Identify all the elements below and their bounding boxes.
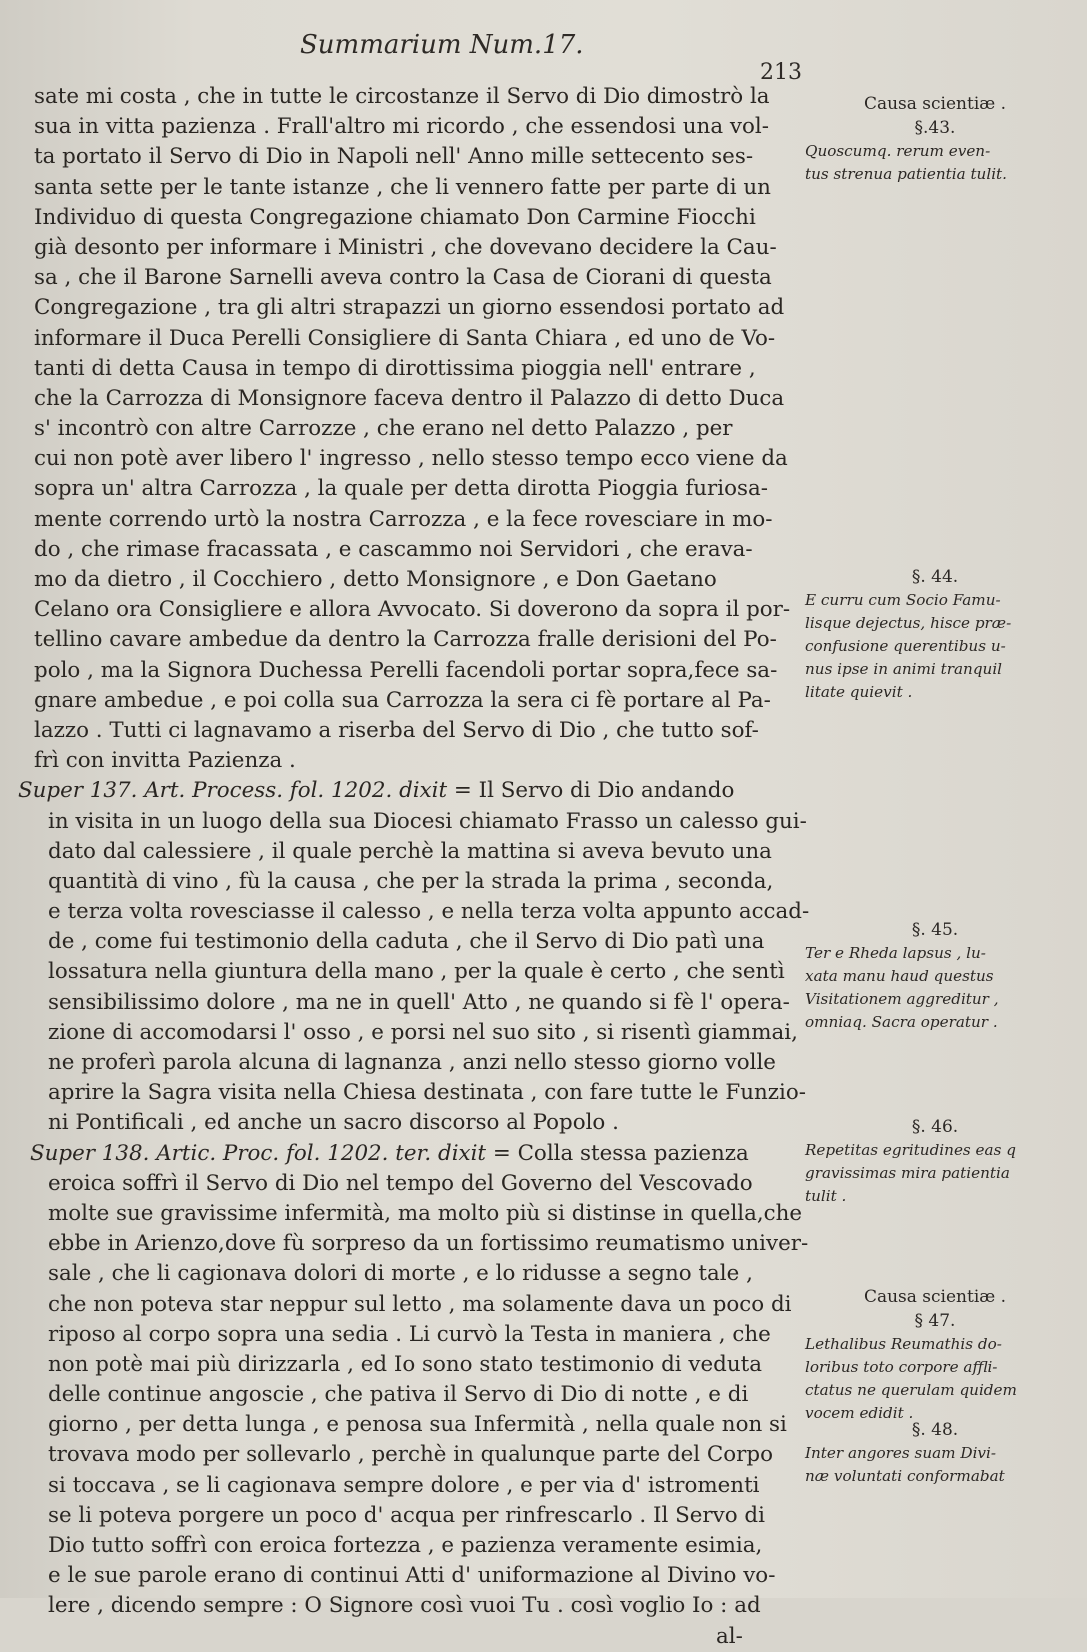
text-line: Congregazione , tra gli altri strapazzi un giorno essendosi portato ad [34,295,785,321]
catchword: al- [716,1623,743,1649]
text-line: santa sette per le tante istanze , che li vennero fatte per parte di un [34,174,771,200]
text-line: in visita in un luogo della sua Diocesi chiamato Frasso un calesso gui- [48,808,807,834]
margin-line: Repetitas egritudines eas q [805,1141,1016,1159]
section-number: §. 45. [911,920,959,940]
text-line: sopra un' altra Carrozza , la quale per detta dirotta Pioggia furiosa- [34,476,768,502]
margin-line: xata manu haud questus [805,967,994,985]
text-line: ne proferì parola alcuna di lagnanza , anzi nello stesso giorno volle [48,1050,776,1075]
text-line: e le sue parole erano di continui Atti d' uniformazione al Divino vo- [48,1563,776,1589]
text-line: mente correndo urtò la nostra Carrozza , e la fece rovesciare in mo- [34,506,773,532]
text-line: e terza volta rovesciasse il calesso , e nella terza volta appunto accad- [48,899,810,925]
margin-line: Quoscumq. rerum even- [805,142,991,160]
text-line: se li poteva porgere un poco d' acqua per rinfrescarlo . Il Servo di [48,1502,765,1528]
text-line: molte sue gravissime infermità, ma molto più si distinse in quella,che [48,1200,803,1226]
margin-line: Lethalibus Reumathis do- [805,1335,1002,1353]
text-line: delle continue angoscie , che pativa il Servo di Dio di notte , e di [48,1382,749,1408]
text-line: sua in vitta pazienza . Frall'altro mi ricordo , che essendosi una vol- [34,114,769,140]
margin-line: gravissimas mira patientia [805,1164,1010,1182]
margin-line: lisque dejectus, hisce præ- [805,614,1012,632]
margin-line: nus ipse in animi tranquil [805,660,1003,678]
text-line: s' incontrò con altre Carrozze , che erano nel detto Palazzo , per [34,416,733,442]
margin-line: Ter e Rheda lapsus , lu- [805,944,986,962]
text-line: de , come fui testimonio della caduta , che il Servo di Dio patì una [48,929,765,955]
text-line: sale , che li cagionava dolori di morte , e lo ridusse a segno tale , [48,1261,753,1287]
text-line: non potè mai più dirizzarla , ed Io sono stato testimonio di veduta [48,1351,762,1377]
margin-line: litate quievit . [805,683,913,701]
text-line: riposo al corpo sopra una sedia . Li curvò la Testa in maniera , che [48,1321,771,1347]
text-line: trovava modo per sollevarlo , perchè in qualunque parte del Corpo [48,1442,773,1468]
text-line: aprire la Sagra visita nella Chiesa destinata , con fare tutte le Funzio- [48,1080,806,1106]
text-line: Celano ora Consigliere e allora Avvocato. Si doverono da sopra il por- [34,597,791,623]
margin-note-45 [805,918,1065,1034]
text-line: che la Carrozza di Monsignore faceva dentro il Palazzo di detto Duca [34,385,785,411]
text-line: lazzo . Tutti ci lagnavamo a riserba del Servo di Dio , che tutto sof- [34,717,759,743]
text-line: ta portato il Servo di Dio in Napoli nell' Anno mille settecento ses- [34,144,754,170]
margin-line: loribus toto corpore affli- [805,1358,998,1376]
margin-head: Causa scientiæ . [863,94,1007,114]
text-line: = Colla stessa pazienza [486,1140,749,1166]
super-138-heading [30,1139,804,1169]
text-line: cui non potè aver libero l' ingresso , nello stesso tempo ecco viene da [34,446,788,472]
text-line: si toccava , se li cagionava sempre dolore , e per via d' istromenti [48,1472,760,1498]
text-line: Individuo di questa Congregazione chiamato Don Carmine Fiocchi [34,204,756,230]
text-line: = Il Servo di Dio andando [447,778,735,804]
margin-line: omniaq. Sacra operatur . [805,1013,998,1031]
text-line [34,1591,804,1621]
section-number: §. 44. [911,567,959,587]
margin-line: Visitationem aggreditur , [805,990,999,1008]
margin-line: vocem edidit . [805,1404,914,1422]
citation: Super 137. Art. Process. fol. 1202. dixit [18,778,448,804]
citation: Super 138. Artic. Proc. fol. 1202. ter. dixit [30,1140,487,1166]
text-line-content: lere , dicendo sempre : O Signore così vuoi Tu . così voglio Io : ad [48,1593,761,1619]
text-line: ni Pontificali , ed anche un sacro discorso al Popolo . [48,1110,619,1136]
text-line: informare il Duca Perelli Consigliere di Santa Chiara , ed uno de Vo- [34,325,776,351]
text-line: sa , che il Barone Sarnelli aveva contro la Casa de Ciorani di questa [34,265,772,291]
text-line: lossatura nella giuntura della mano , per la quale è certo , che sentì [48,959,785,985]
text-line: Dio tutto soffrì con eroica fortezza , e pazienza veramente esimia, [48,1533,763,1558]
text-line: polo , ma la Signora Duchessa Perelli facendoli portar sopra,fece sa- [34,657,778,683]
running-title: Summarium Num.17. [300,30,584,60]
text-line: frì con invitta Pazienza . [34,748,296,774]
text-line: quantità di vino , fù la causa , che per la strada la prima , seconda, [48,868,774,894]
text-line: tanti di detta Causa in tempo di dirottissima pioggia nell' entrare , [34,355,756,381]
margin-line: ctatus ne querulam quidem [805,1381,1017,1399]
text-line: gnare ambedue , e poi colla sua Carrozza la sera ci fè portare al Pa- [34,687,771,713]
margin-line: confusione querentibus u- [805,637,1006,655]
text-line: do , che rimase fracassata , e cascammo noi Servidori , che erava- [34,536,753,562]
text-line: ebbe in Arienzo,dove fù sorpreso da un fortissimo reumatismo univer- [48,1231,809,1257]
text-line: che non poteva star neppur sul letto , ma solamente dava un poco di [48,1291,792,1317]
section-number: §.43. [914,118,956,138]
main-text-column [18,82,810,1652]
margin-line: tulit . [805,1187,847,1205]
page-number: 213 [760,60,802,85]
margin-line: næ voluntati conformabat [805,1467,1005,1485]
text-line: mo da dietro , il Cocchiero , detto Monsignore , e Don Gaetano [34,567,717,592]
section-number: § 47. [914,1311,956,1331]
text-line: sensibilissimo dolore , ma ne in quell' Atto , ne quando si fè l' opera- [48,989,790,1015]
margin-head: Causa scientiæ . [863,1287,1007,1307]
text-line: zione di accomodarsi l' osso , e porsi nel suo sito , si risentì giammai, [48,1019,798,1045]
super-137-heading [18,776,804,806]
margin-note-47 [805,1285,1065,1425]
text-line: già desonto per informare i Ministri , che dovevano decidere la Cau- [34,234,777,260]
section-number: §. 46. [911,1117,959,1137]
text-line: dato dal calessiere , il quale perchè la mattina si aveva bevuto una [48,838,772,864]
margin-line: Inter angores suam Divi- [805,1444,996,1462]
text-line: eroica soffrì il Servo di Dio nel tempo del Governo del Vescovado [48,1170,753,1196]
margin-note-44 [805,565,1065,704]
margin-note-46 [805,1115,1065,1208]
margin-line: E curru cum Socio Famu- [805,591,1001,609]
text-line: tellino cavare ambedue da dentro la Carrozza fralle derisioni del Po- [34,627,777,653]
section-number: §. 48. [911,1420,959,1440]
margin-line: tus strenua patientia tulit. [805,165,1007,183]
margin-note-48 [805,1418,1065,1488]
margin-note-43 [805,92,1065,186]
text-line: sate mi costa , che in tutte le circostanze il Servo di Dio dimostrò la [34,84,770,109]
text-line: giorno , per detta lunga , e penosa sua Infermità , nella quale non si [48,1412,787,1438]
